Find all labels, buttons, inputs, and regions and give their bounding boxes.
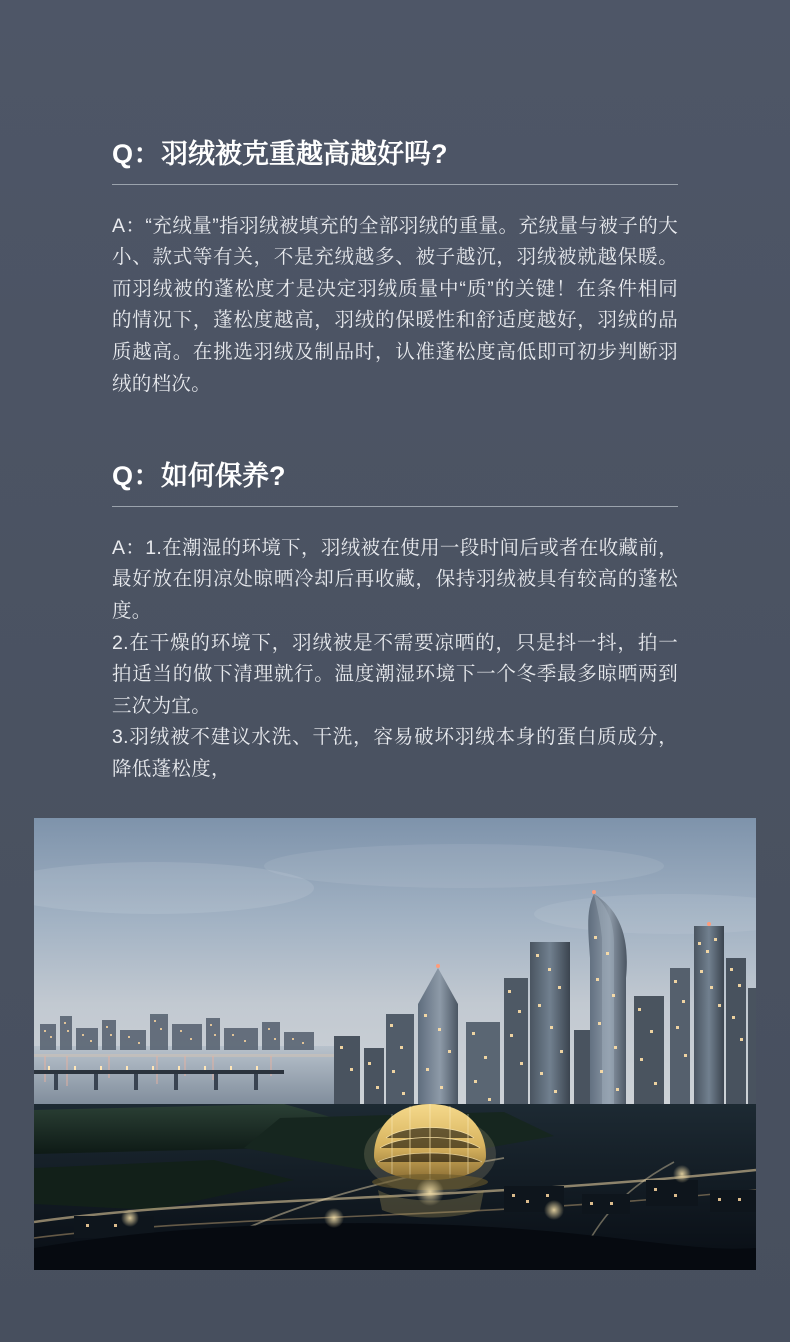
faq-question-row xyxy=(112,140,678,185)
answer-paragraph: 2.在干燥的环境下，羽绒被是不需要凉晒的，只是抖一抖，拍一拍适当的做下清理就行。温度潮湿环境下一个冬季最多晾晒两到三次为宜。 xyxy=(112,631,678,717)
faq-answer xyxy=(112,533,678,786)
answer-paragraph: 3.羽绒被不建议水洗、干洗，容易破坏羽绒本身的蛋白质成分，降低蓬松度， xyxy=(112,726,678,780)
skyline-illustration xyxy=(34,818,756,1270)
answer-paragraph xyxy=(112,211,678,400)
answer-text: “充绒量”指羽绒被填充的全部羽绒的重量。充绒量与被子的大小、款式等有关，不是充绒越多、被子越沉，羽绒被就越保暖。而羽绒被的蓬松度才是决定羽绒质量中“质”的关键！在条件相同的情况下，蓬松度越高，羽绒的保暖性和舒适度越好，羽绒的品质越高。在挑选羽绒及制品时，认准蓬松度高低即可初步判断羽绒的档次。 xyxy=(112,214,678,395)
question-text: 羽绒被克重越高越好吗? xyxy=(161,139,448,169)
question-text: 如何保养? xyxy=(161,461,286,492)
question-label: Q： xyxy=(112,461,162,492)
faq-item xyxy=(0,0,790,400)
answer-paragraph xyxy=(112,533,678,628)
answer-text: 1.在潮湿的环境下，羽绒被在使用一段时间后或者在收藏前，最好放在阴凉处晾晒冷却后再收藏，保持羽绒被具有较高的蓬松度。 xyxy=(112,536,678,622)
faq-item xyxy=(0,400,790,785)
question-label: Q： xyxy=(112,139,162,169)
faq-answer xyxy=(112,211,678,400)
city-night-skyline-photo xyxy=(34,818,756,1270)
answer-label: A： xyxy=(112,214,146,237)
answer-label: A： xyxy=(112,536,146,559)
faq-question-row xyxy=(112,462,678,507)
